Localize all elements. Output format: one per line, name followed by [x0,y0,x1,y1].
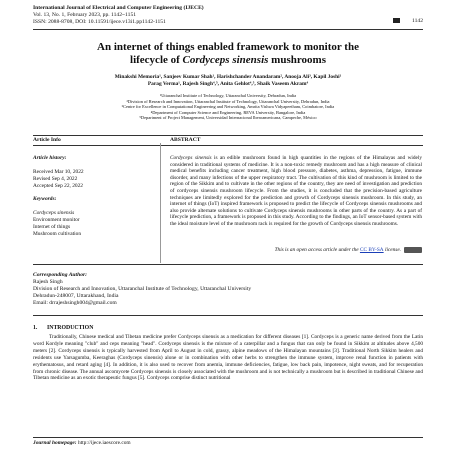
corresponding-top-rule [33,264,423,265]
author-line: Minakshi Memoria¹, Sanjeev Kumar Shah¹, Harishchander Anandaram², Anooja Ali³, Kapil Joshi¹ [114,74,342,80]
section-top-rule [33,135,423,136]
abstract-lead-species: Cordyceps sinensis [170,155,212,161]
paper-title [33,41,423,67]
journal-volume: Vol. 13, No. 1, February 2023, pp. 1142~1151 [33,12,137,18]
corresponding-address: Dehradun-248007, Uttarakhand, India [33,293,119,299]
affiliation-list [33,93,423,121]
affiliation: ²Division of Research and Innovation, Uttaranchal Institute of Technology, Uttaranchal University, Dehradun, India [126,98,330,104]
title-line-1: An internet of things enabled framework to monitor the [97,41,359,53]
affiliation: ³Centre for Excellence in Computational Engineering and Networking, Amrita Vishwa Vidyapeetham, Coimbatore, India [121,104,335,110]
title-species: Cordyceps sinensis [182,54,269,66]
history-label: Article history: [33,155,67,161]
author-line: Parag Verma¹, Rajesh Singh⁴,⁵, Anita Gehlot⁴,⁵, Shaik Vaseem Akram⁴ [147,81,309,87]
keyword: Internet of things [33,224,71,230]
abstract-heading: ABSTRACT [170,137,201,143]
title-line-2 [33,54,423,67]
affiliation: ⁴Department of Computer Science and Engineering, REVA University, Bangalore, India [150,109,306,115]
page-number-block [393,18,423,24]
journal-issn: ISSN: 2088-8708, DOI: 10.11591/ijece.v13i1.pp1142-1151 [33,19,166,25]
corresponding-label: Corresponding Author: [33,272,88,278]
square-mark-icon [393,18,400,23]
introduction-heading [33,325,93,331]
accepted-date: Accepted Sep 22, 2022 [33,183,84,189]
license-prefix: This is an open access article under the [274,247,359,254]
cc-license-badge-icon[interactable] [404,247,422,253]
section-title: INTRODUCTION [47,325,94,331]
footer-rule [33,437,423,438]
column-divider [160,143,161,263]
section-heading-rule [33,145,423,146]
corresponding-email[interactable]: Email: drrajeshsingh004@gmail.com [33,300,117,306]
journal-footer [33,440,131,446]
abstract-body [170,155,422,228]
introduction-body: Traditionally, Chinese medical and Tibetan medicine prefer Cordyceps sinensis as a medication for different diseases [1]. Cordyceps is a generic name derived from the Latin word Kordyle meaning "club" and ceps meaning "head". Cordyceps sinensis is the mixture of a caterpillar and a fungus that can only be found in Sikkim at altitudes above 4,500 meters [2]. Cordyceps sinensis is typically harvested from April to August in cold, grassy, alpine meadows of the Himalayan mountains [3]. Traditional North Sikkim healers and residents use Yarsagumba, Keeraghas (Cordyceps sinensis) alone or in combination with other herbs to strengthen the immune system, improve renal function in patients with erythematosus, and retard aging [4]. In addition, it is also used to recover from anemia, immune deficiencies, fatigue, low back pain, impotence, night sweats, and for recuperation from chronic disease. The annual ascomycete Cordyceps sinensis is closely associated with the mushroom and is not technically a mushroom but is described in traditional Chinese and Tibetan medicine as an exotic therapeutic fungus [5]. Cordyceps comprise distinct nutritional [33,334,423,382]
title-prefix: lifecycle of [130,54,180,66]
keyword: Mushroom cultivation [33,231,82,237]
keyword: Cordyceps sinensis [33,210,75,216]
homepage-url[interactable]: http://ijece.iaescore.com [77,440,131,446]
title-suffix: mushrooms [271,54,326,66]
section-number: 1. [33,325,38,331]
license-link[interactable]: CC BY-SA [359,247,384,254]
corresponding-dept: Division of Research and Innovation, Uttaranchal Institute of Technology, Uttaranchal University [33,286,252,292]
affiliation: ¹Uttaranchal Institute of Technology, Uttaranchal University, Dehradun, India [159,93,297,98]
journal-name: International Journal of Electrical and Computer Engineering (IJECE) [33,5,204,11]
article-info [33,155,151,238]
journal-header [33,5,423,26]
license-suffix: license. [384,247,401,254]
affiliation: ⁵Department of Project Management, Universidad Internacional Iberoamericana, Campeche, México [139,115,317,121]
abstract-text: is an edible mushroom found in high quantities in the regions of the Himalayas and widely considered in traditional systems of medicine. It is a non-toxic remedy mushroom and has a high measure of clinical medical benefits including cancer treatment, high blood pressure, diabetes, asthma, depression, fatigue, immune disorder, and many infections of the upper respiratory tract. The cultivation of this kind of mushroom is limited to the region of the Sikkim and to cultivate in the other regions of the country, they are need of investigation and prediction of cordyceps sinensis mushroom lifecycle. From the studies, it is concluded that the precision-based agriculture techniques are limitedly explored for the prediction and growth of Cordyceps sinensis mushroom. In this study, an internet of things (IoT) inspired framework is proposed to predict the lifecycle of Cordyceps sinensis mushrooms and also provide alternate solutions to cultivate Cordyceps sinensis mushrooms in other parts of the country. As a part of lifecycle prediction, a framework is proposed in this study. According to the findings, an IoT sensor-based system with the ideal moisture level of the mushroom rack is required for the growth of Cordyceps sinensis mushrooms. [170,155,422,227]
keyword: Environment monitor [33,217,80,223]
author-list [33,74,423,88]
article-info-heading: Article Info [33,137,61,143]
corresponding-name: Rajesh Singh [33,279,63,285]
page-number: 1142 [412,18,423,24]
header-rule [33,29,423,30]
corresponding-bottom-rule [33,315,423,316]
corresponding-author [33,272,423,307]
keywords-label: Keywords: [33,196,57,202]
revised-date: Revised Sep 4, 2022 [33,176,78,182]
license-statement [170,247,422,253]
received-date: Received Mar 10, 2022 [33,169,84,175]
homepage-label: Journal homepage: [33,440,77,446]
